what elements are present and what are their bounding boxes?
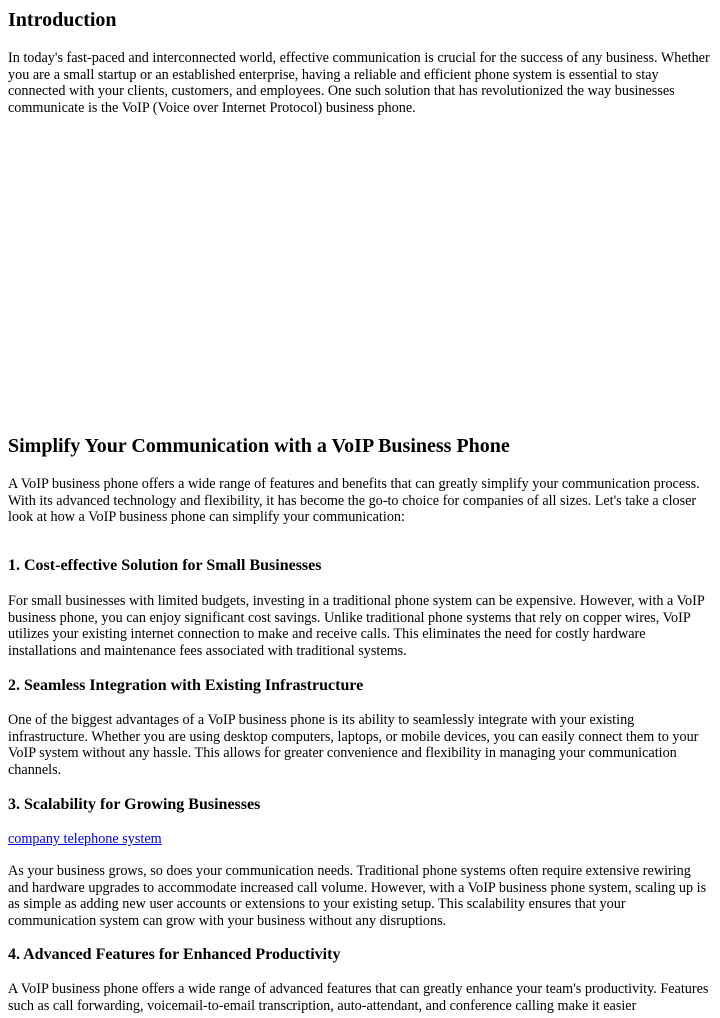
section-1-paragraph: For small businesses with limited budgets, investing in a traditional phone system can be expensive. However, with a VoIP business phone, you can enjoy significant cost savings. Unlike traditional phone systems that rely on copper wires, VoIP utilizes your existing internet connection to make and receive calls. This eliminates the need for costly hardware installations and maintenance fees associated with traditional systems. — [8, 593, 705, 659]
blank-ad-space — [8, 125, 712, 425]
section-3-paragraph: As your business grows, so does your communication needs. Traditional phone systems often require extensive rewiring and hardware upgrades to accommodate increased call volume. However, with a VoIP business phone system, scaling up is as simple as adding new user accounts or extensions to your existing setup. This scalability ensures that your communication system can grow with your business without any disruptions. — [8, 863, 707, 929]
section-4-paragraph: A VoIP business phone offers a wide range of advanced features that can greatly enhance your team's productivity. Features such as call forwarding, voicemail-to-email transcription, auto-attendant, and conference calling make it easier — [8, 981, 709, 1014]
company-telephone-system-link[interactable]: company telephone system — [8, 831, 162, 847]
simplify-paragraph: A VoIP business phone offers a wide range of features and benefits that can greatly simplify your communication process. With its advanced technology and flexibility, it has become the go-to choice for companies of all sizes. Let's take a closer look at how a VoIP business phone can simplify your communication: — [8, 476, 700, 525]
section-3-heading: 3. Scalability for Growing Businesses — [8, 796, 261, 813]
section-2-heading: 2. Seamless Integration with Existing Infrastructure — [8, 677, 364, 694]
section-1-heading: 1. Cost-effective Solution for Small Businesses — [8, 557, 322, 574]
section-4-heading: 4. Advanced Features for Enhanced Productivity — [8, 946, 341, 963]
simplify-heading: Simplify Your Communication with a VoIP Business Phone — [8, 435, 510, 457]
intro-heading: Introduction — [8, 9, 117, 31]
section-2-paragraph: One of the biggest advantages of a VoIP business phone is its ability to seamlessly integrate with your existing infrastructure. Whether you are using desktop computers, laptops, or mobile devices, you can easily connect them to your VoIP system without any hassle. This allows for greater convenience and flexibility in managing your communication channels. — [8, 712, 699, 778]
intro-paragraph: In today's fast-paced and interconnected world, effective communication is crucial for the success of any business. Whether you are a small startup or an established enterprise, having a reliable and efficient phone system is essential to stay connected with your clients, customers, and employees. One such solution that has revolutionized the way businesses communicate is the VoIP (Voice over Internet Protocol) business phone. — [8, 50, 710, 116]
